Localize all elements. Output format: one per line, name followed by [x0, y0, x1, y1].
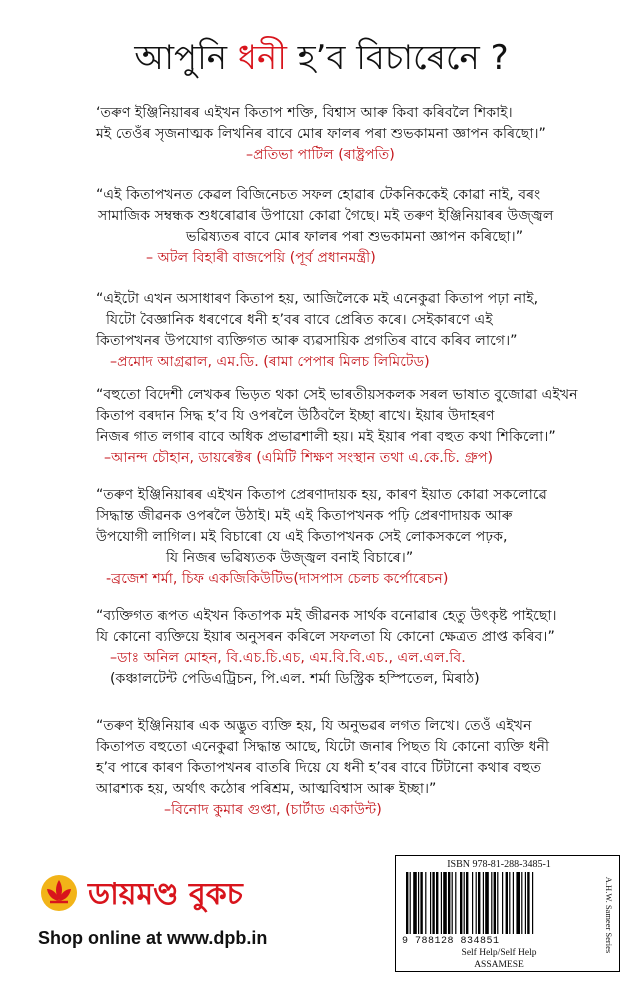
isbn-text: ISBN 978-81-288-3485-1	[447, 859, 551, 870]
quote-6	[96, 606, 616, 690]
barcode-stripe	[466, 872, 468, 934]
barcode-stripe	[464, 872, 465, 934]
quote-line: “এইটো এখন অসাধাৰণ কিতাপ হয়, আজিলৈকে মই এনেকুৱা কিতাপ পঢ়া নাই,	[96, 291, 539, 307]
barcode-stripe	[460, 872, 462, 934]
quote-line: নিজৰ গাত লগাৰ বাবে অধিক প্ৰভাৱশালী হয়। মই ইয়াৰ পৰা বহুত কথা শিকিলো।”	[96, 429, 556, 445]
quote-line: সিদ্ধান্ত জীৱনক ওপৰলৈ উঠাই। মই এই কিতাপখনক পঢ়ি প্ৰেৰণাদায়ক আৰু	[96, 508, 513, 524]
quote-line: “বহুতো বিদেশী লেখকৰ ভিড়ত থকা সেই ভাৰতীয়সকলক সৰল ভাষাত বুজোৱা এইখন	[96, 387, 578, 403]
quote-4	[96, 385, 616, 469]
barcode-stripe	[494, 872, 496, 934]
quote-7	[96, 716, 616, 821]
quote-line: “তৰুণ ইঞ্জিনিয়াৰৰ এইখন কিতাপ প্ৰেৰণাদায়ক হয়, কাৰণ ইয়াত কোৱা সকলোৱে	[96, 487, 547, 503]
barcode-stripe	[418, 872, 419, 934]
barcode-label	[395, 855, 620, 972]
quote-line: আৱশ্যক হয়, অৰ্থাৎ কঠোৰ পৰিশ্ৰম, আত্মবিশ্বাস আৰু ইচ্ছা।”	[96, 781, 437, 797]
barcode-stripe	[516, 872, 520, 934]
quote-author: –প্ৰতিভা পাটিল (ৰাষ্ট্ৰপতি)	[246, 147, 395, 163]
barcode-stripe	[443, 872, 447, 934]
barcode-stripe	[527, 872, 529, 934]
barcode-stripe	[485, 872, 489, 934]
quote-line: হ’ব পাৰে কাৰণ কিতাপখনৰ বাতৰি দিয়ে যে ধনী হ’বৰ বাবে টিটানো কথাৰ বহুত	[96, 760, 542, 776]
quote-3	[96, 289, 616, 373]
barcode-stripe	[455, 872, 456, 934]
book-title	[0, 36, 643, 80]
barcode-stripe	[410, 872, 411, 934]
barcode-stripe	[430, 872, 431, 934]
barcode-stripe	[472, 872, 473, 934]
quote-2	[96, 185, 616, 269]
quote-line: যি কোনো ব্যক্তিয়ে ইয়াৰ অনুসৰন কৰিলে সফলতা যি কোনো ক্ষেত্ৰত প্ৰাপ্ত কৰিব।”	[96, 629, 555, 645]
series-text: A.H.W. Sameer Series	[604, 876, 614, 954]
language-text: ASSAMESE	[474, 960, 524, 970]
quote-line: যিটো বৈজ্ঞানিক ধৰণেৰে ধনী হ’বৰ বাবে প্ৰেৰিত কৰে। সেইকাৰণে এই	[106, 312, 493, 328]
barcode-stripe	[513, 872, 514, 934]
publisher-logo	[40, 875, 243, 915]
quote-line: “তৰুণ ইঞ্জিনিয়াৰ এক অদ্ভুত ব্যক্তি হয়, যি অনুভৱৰ লগত লিখে। তেওঁ এইখন	[96, 718, 532, 734]
barcode-stripe	[413, 872, 417, 934]
quote-line: “ব্যক্তিগত ৰূপত এইখন কিতাপক মই জীৱনক সাৰ্থক বনোৱাৰ হেতু উৎকৃষ্ট পাইছো।	[96, 608, 557, 624]
genre-text: Self Help/Self Help	[461, 948, 537, 958]
quote-author-detail: (কঞ্চালটেন্ট পেডিএট্ৰিচন, পি.এল. শৰ্মা ডিস্ট্ৰিক হস্পিতেল, মিৰাঠ)	[110, 671, 480, 687]
quote-line: উপযোগী লাগিল। মই বিচাৰো যে এই কিতাপখনক সেই লোকসকলে পঢ়ক,	[96, 529, 508, 545]
barcode-stripe	[448, 872, 450, 934]
barcode-stripe	[525, 872, 526, 934]
quote-line: যি নিজৰ ভৱিষ্যতক উজ্জ্বল বনাই বিচাৰে।”	[166, 550, 414, 566]
barcode-stripe	[521, 872, 522, 934]
barcode-stripe	[483, 872, 484, 934]
barcode-stripe	[506, 872, 508, 934]
quote-line: কিতাপ বৰদান সিদ্ধ হ’ব যি ওপৰলৈ উঠিবলৈ ইচ্ছা ৰাখে। ইয়াৰ উদাহৰণ	[96, 408, 495, 424]
barcode-stripe	[406, 872, 408, 934]
quote-author: –বিনোদ কুমাৰ গুপ্তা, (চাৰ্টাড একাউন্ট)	[164, 802, 382, 818]
title-highlight: ধনী	[237, 38, 287, 78]
quote-line: কিতাপত বহুতো এনেকুৱা সিদ্ধান্ত আছে, যিটো জনাৰ পিছত যি কোনো ব্যক্তি ধনী	[96, 739, 550, 755]
quote-line: মই তেওঁৰ সৃজনাত্মক লিখনিৰ বাবে মোৰ ফালৰ পৰা শুভকামনা জ্ঞাপন কৰিছো।”	[96, 126, 546, 142]
quote-author: –আনন্দ চৌহান, ডায়ৰেক্টৰ (এমিটি শিক্ষণ সংস্থান তথা এ.কে.চি. গ্ৰুপ)	[104, 450, 493, 466]
barcode-stripe	[509, 872, 510, 934]
barcode-stripe	[478, 872, 480, 934]
barcode-stripe	[452, 872, 453, 934]
quote-line: কিতাপখনৰ উপযোগ ব্যক্তিগত আৰু ব্যৱসায়িক প্ৰগতিৰ বাবে কৰিব লাগে।”	[96, 333, 518, 349]
quote-author: – অটল বিহাৰী বাজপেয়ি (পূৰ্ব প্ৰধানমন্ত্ৰী)	[146, 250, 376, 266]
quote-1	[96, 103, 616, 166]
quote-line: ‘তৰুণ ইঞ্জিনিয়াৰৰ এইখন কিতাপ শক্তি, বিশ্বাস আৰু কিবা কৰিবলৈ শিকাই।	[96, 105, 513, 121]
barcode-stripe	[441, 872, 442, 934]
barcode-icon	[404, 872, 594, 934]
title-part-2: হ’ব বিচাৰেনে ?	[286, 38, 509, 78]
barcode-digits: 9 788128 834851	[402, 936, 500, 947]
quote-author: -ব্ৰজেশ শৰ্মা, চিফ একজিকিউটিভ(দাসপাস চেলচ কৰ্পোৰেচন)	[106, 571, 449, 587]
barcode-stripe	[436, 872, 438, 934]
quote-author: –প্ৰমোদ আগ্ৰৱাল, এম.ডি. (ৰামা পেপাৰ মিলচ লিমিটেড)	[110, 354, 430, 370]
barcode-stripe	[491, 872, 492, 934]
barcode-stripe	[420, 872, 422, 934]
quote-line: “এই কিতাপখনত কেৱল বিজিনেচত সফল হোৱাৰ টেকনিককেই কোৱা নাই, বৰং	[96, 187, 541, 203]
quote-author: –ডাঃ অনিল মোহন, বি.এচ.চি.এচ, এম.বি.বি.এচ., এল.এল.বি.	[110, 650, 466, 666]
quote-5	[96, 485, 616, 590]
barcode-stripe	[476, 872, 477, 934]
barcode-stripe	[502, 872, 503, 934]
publisher-name: ডায়মণ্ড বুকচ	[88, 876, 243, 912]
quote-line: ভৱিষ্যতৰ বাবে মোৰ ফালৰ পৰা শুভকামনা জ্ঞাপন কৰিছো।”	[186, 229, 524, 245]
barcode-stripe	[497, 872, 498, 934]
diamond-flower-icon	[40, 874, 78, 916]
title-part-1: আপুনি	[134, 38, 238, 78]
barcode-stripe	[432, 872, 434, 934]
shop-online-link[interactable]: Shop online at www.dpb.in	[38, 928, 268, 948]
series-text-vertical	[602, 862, 616, 968]
barcode-stripe	[532, 872, 533, 934]
barcode-stripe	[425, 872, 426, 934]
quote-line: সামাজিক সম্বন্ধক শুধৰোৱাৰ উপায়ো কোৱা গৈছে। মই তৰুণ ইঞ্জিনিয়াৰৰ উজ্জ্বল	[98, 208, 554, 224]
